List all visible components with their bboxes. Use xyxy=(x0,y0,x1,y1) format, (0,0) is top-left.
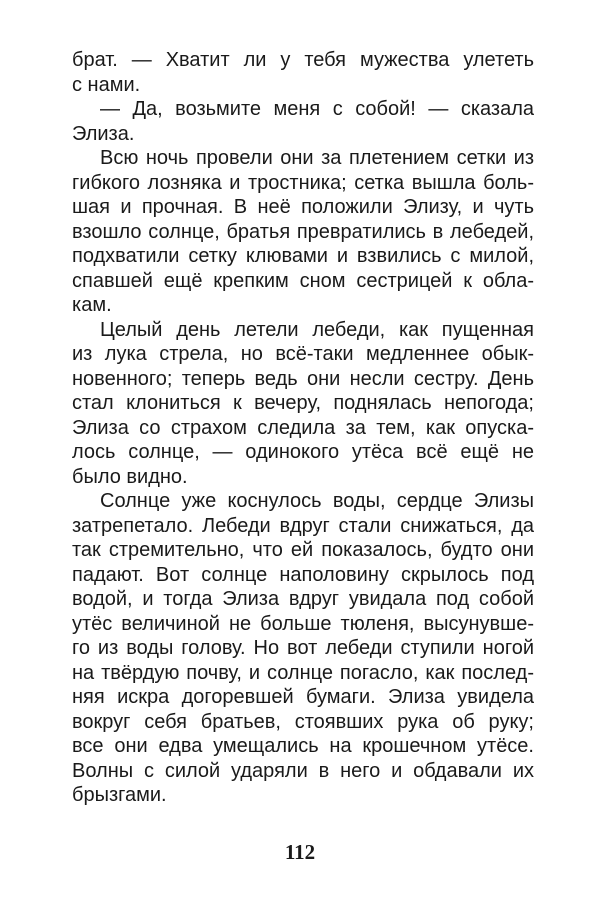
text-line: шая и прочная. В неё положили Элизу, и чуть xyxy=(72,196,534,218)
paragraph xyxy=(72,97,534,146)
text-line: гибкого лозняка и тростника; сетка вышла боль- xyxy=(72,171,534,194)
text-line: на твёрдую почву, и солнце погасло, как послед- xyxy=(72,661,534,684)
text-line: Волны с силой ударяли в него и обдавали их xyxy=(72,759,534,782)
text-line: лось солнце, — одинокого утёса всё ещё не xyxy=(72,441,534,463)
text-line: все они едва умещались на крошечном утёсе. xyxy=(72,735,534,757)
text-line: новенного; теперь ведь они несли сестру. День xyxy=(72,367,534,390)
paragraph xyxy=(72,318,534,490)
text-line: брат. — Хватит ли у тебя мужества улететь xyxy=(72,49,534,71)
text-line: взошло солнце, братья превратились в лебедей, xyxy=(72,220,534,243)
text-line: подхватили сетку клювами и взвились с милой, xyxy=(72,245,534,267)
text-line: кам. xyxy=(72,294,112,316)
text-line: было видно. xyxy=(72,465,188,488)
text-line: го из воды голову. Но вот лебеди ступили ногой xyxy=(72,637,534,659)
text-line: водой, и тогда Элиза вдруг увидала под собой xyxy=(72,588,534,610)
text-line: спавшей ещё крепким сном сестрицей к обла- xyxy=(72,269,534,292)
text-line: из лука стрела, но всё-таки медленнее обык- xyxy=(72,343,534,365)
text-line: Солнце уже коснулось воды, сердце Элизы xyxy=(100,490,534,512)
text-line: — Да, возьмите меня с собой! — сказала xyxy=(100,98,534,120)
paragraph xyxy=(72,48,534,97)
text-line: Всю ночь провели они за плетением сетки из xyxy=(100,147,534,169)
text-line: Элиза со страхом следила за тем, как опуска- xyxy=(72,416,534,439)
text-line: Целый день летели лебеди, как пущенная xyxy=(100,318,534,341)
text-line: Элиза. xyxy=(72,122,135,145)
text-line: стал клониться к вечеру, поднялась непогода; xyxy=(72,392,534,414)
text-line: брызгами. xyxy=(72,784,167,806)
text-line: утёс величиной не больше тюленя, высунувше- xyxy=(72,612,534,635)
text-line: затрепетало. Лебеди вдруг стали снижаться, да xyxy=(72,514,534,537)
text-line: вокруг себя братьев, стоявших рука об руку; xyxy=(72,710,534,733)
text-line: падают. Вот солнце наполовину скрылось под xyxy=(72,563,534,586)
page-number: 112 xyxy=(284,840,316,864)
text-line: няя искра догоревшей бумаги. Элиза увидела xyxy=(72,686,534,708)
paragraph xyxy=(72,146,534,318)
body-text xyxy=(72,48,534,808)
paragraph xyxy=(72,489,534,808)
text-line: так стремительно, что ей показалось, будто они xyxy=(72,539,534,561)
text-line: с нами. xyxy=(72,73,141,96)
